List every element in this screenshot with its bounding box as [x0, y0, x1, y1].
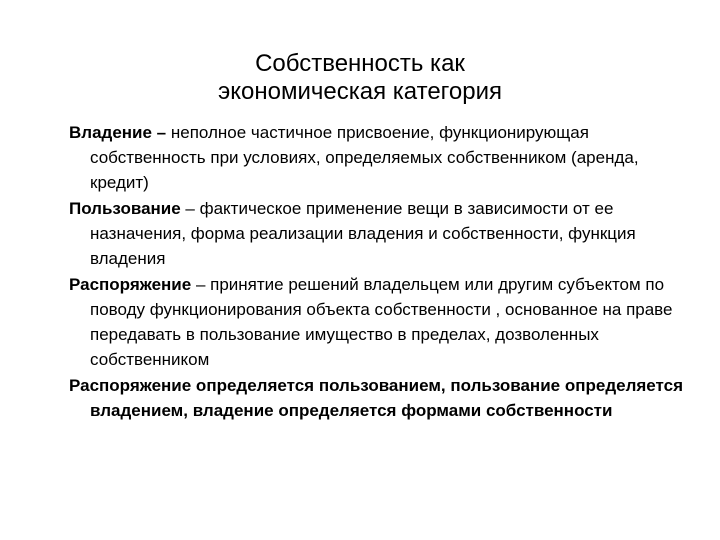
title-line-2: экономическая категория — [217, 78, 502, 105]
slide-title — [150, 50, 570, 106]
term-polzovanie: Пользование — [69, 199, 181, 218]
term-dash: – — [151, 123, 171, 142]
slide-body — [69, 120, 689, 424]
definition-text: принятие решений владельцем или другим субъектом по поводу функционирования объекта собственности , основанное на праве передавать в пользование имущество в пределах, дозволенных собственником — [90, 275, 673, 369]
term-dash: – — [180, 199, 200, 218]
definition-ownership — [69, 120, 689, 195]
definition-text: фактическое применение вещи в зависимости от ее назначения, форма реализации владения и собственности, функция владения — [90, 199, 636, 268]
definition-disposal — [69, 272, 689, 372]
definition-use — [69, 196, 689, 271]
term-dash: – — [191, 275, 211, 294]
definition-text: неполное частичное присвоение, функционирующая собственность при условиях, определяемых собственником (аренда, кредит) — [90, 123, 639, 192]
title-line-1: Собственность как — [255, 50, 465, 77]
term-vladenie: Владение — [69, 123, 152, 142]
term-rasporyazhenie: Распоряжение — [69, 275, 192, 294]
conclusion-paragraph: Распоряжение определяется пользованием, пользование определяется владением, владение определяется формами собственности — [69, 376, 683, 420]
